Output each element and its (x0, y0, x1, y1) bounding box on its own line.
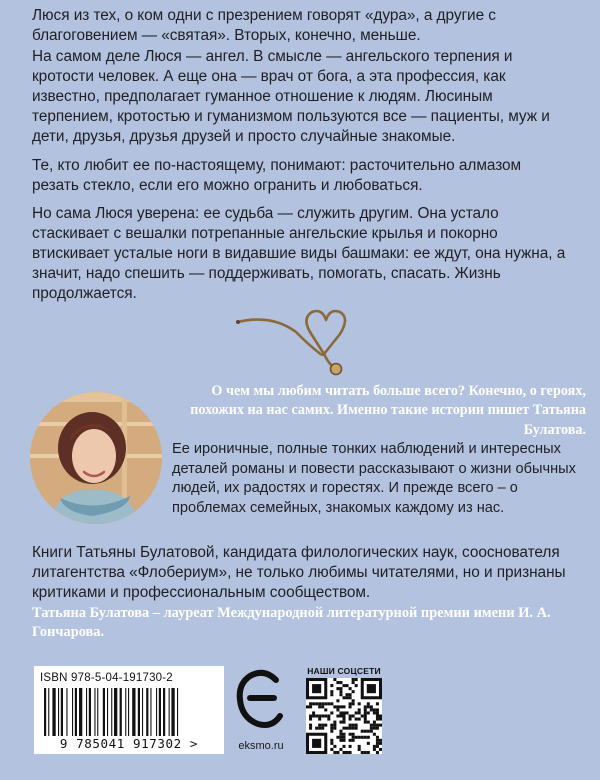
eksmo-logo-icon (236, 668, 284, 732)
barcode-digits: 9 785041 917302 > (59, 736, 199, 751)
qr-code-icon (306, 678, 382, 754)
author-credentials: Книги Татьяны Булатовой, кандидата филологических наук, сооснователя литагентства «Флобериум», не только любимы читателями, но и признаны критиками и профессиональным сообществом. (32, 544, 566, 601)
author-section (30, 382, 600, 532)
isbn-number: ISBN 978-5-04-191730-2 (40, 672, 173, 684)
blurb-paragraph-1: Люся из тех, о ком одни с презрением говорят «дура», а другие с благоговением — «святая». Вторых, конечно, меньше. (32, 7, 496, 44)
social-label: НАШИ СОЦСЕТИ (307, 666, 381, 676)
award-note: Татьяна Булатова – лауреат Международной литературной премии имени И. А. Гончарова. (32, 605, 551, 641)
author-photo (30, 392, 162, 524)
isbn-barcode (34, 666, 224, 754)
stethoscope-heart-icon (232, 296, 364, 376)
blurb-paragraph-3: Те, кто любит ее по-настоящему, понимают: расточительно алмазом резать стекло, если его можно огранить и любоваться. (32, 157, 522, 194)
social-qr (302, 666, 386, 756)
publisher-logo (230, 668, 296, 768)
blurb-paragraph-4: Но сама Люся уверена: ее судьба — служить другим. Она устало стаскивает с вешалки потрепанные ангельские крылья и покорно втискивает усталые ноги в видавшие виды башмаки: ее ждут, она нужна, а значит, надо спешить — поддерживать, помогать, спасать. Жизнь продолжается. (32, 205, 566, 302)
barcode-bars (44, 688, 216, 736)
author-quote: О чем мы любим читать больше всего? Конечно, о героях, похожих на нас самих. Именно такие истории пишет Татьяна Булатова. (190, 383, 586, 438)
blurb-paragraph-2: На самом деле Люся — ангел. В смысле — ангельского терпения и кротости человек. А еще она — врач от бога, а эта профессия, как известно, предполагает гуманное отношение к людям. Люсиным терпением, кротостью и гуманизмом пользуются все — пациенты, муж и дети, друзья, друзья друзей и просто случайные знакомые. (32, 48, 550, 145)
publisher-site: eksmo.ru (238, 740, 284, 752)
author-bio: Ее ироничные, полные тонких наблюдений и интересных деталей романы и повести рассказывают о жизни обычных людей, их радостях и горестях. И прежде всего – о проблемах семейных, знакомых каждому из нас. (172, 441, 576, 516)
